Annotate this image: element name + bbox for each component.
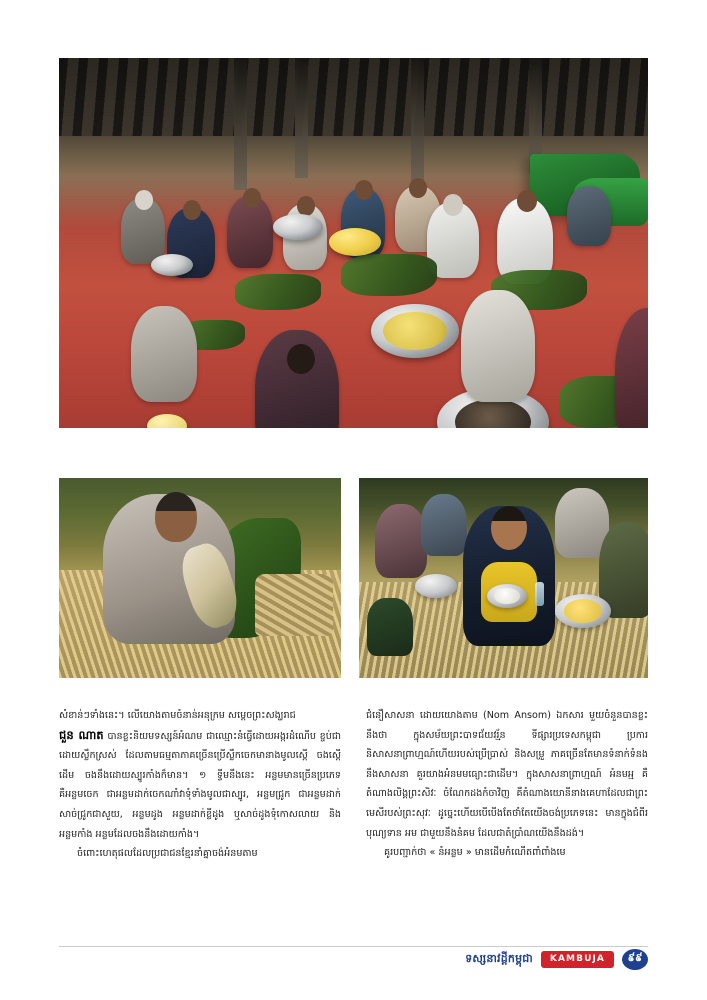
person-head xyxy=(183,200,201,220)
article-right-column xyxy=(366,706,648,863)
author-byline: ជួន ណាត xyxy=(59,727,104,742)
page-footer xyxy=(59,946,648,972)
person-head xyxy=(355,180,373,200)
person-head xyxy=(517,190,537,212)
seated-person xyxy=(367,598,413,656)
hall-pillar xyxy=(295,58,308,178)
footer-content xyxy=(465,949,648,970)
paragraph: ចំពោះហេតុផលដែលប្រជាជនខ្មែរនាំគ្នាចង់អំនមតាម xyxy=(77,848,258,860)
person-head xyxy=(155,492,197,542)
foreground-person xyxy=(461,290,535,402)
yellow-bowl xyxy=(329,228,381,256)
paragraph-with-byline: ជួន ណាត បានខ្លះនិយមទស្សន៍អំណម ជាឈ្មោះនំធ្វើដោយអង្ករដំណើប ខ្ចប់ជាដោយស្លឹកស្រស់ ដែលតាមធម្មតាភាគច្រើនប្រើស្លឹកចេកមានាងមូលស្តើ ចងស្តើដើម ចងនឹងដោយស្បូរកាំងក៏មាន។ ១ ទ្វីមនឹងនេះ អន្លមមានច្រើនប្រភេទ គឺអន្លមចេក ជាអន្លមដាក់ចេកណាំវាទុំទាំងមូលជាស្បូរ, អន្លមជ្រូក ជាអន្លមដាក់សាច់ជ្រូកជាសួយ, អន្លមដូង អន្លមដាក់ខ្លីដូង ឬសាច់ដូងទុំកោសលាយ និងអន្លមកាំង អន្លមដែលចងនឹងដោយកាំង។ xyxy=(59,727,341,840)
metal-bowl xyxy=(151,254,193,276)
seated-person xyxy=(375,504,427,578)
magazine-name-khmer: ទស្សនាវដ្ដីកម្ពុជា xyxy=(465,951,533,965)
seated-person xyxy=(567,186,611,246)
person-head xyxy=(135,190,153,210)
sticky-rice-bowl xyxy=(371,304,459,358)
banana-leaf-pile xyxy=(235,274,321,310)
white-rice-bowl xyxy=(487,584,527,608)
banana-leaf-pile xyxy=(341,254,437,296)
photo-left xyxy=(59,478,341,678)
metal-bowl xyxy=(273,214,323,240)
page-number: ៩៩ xyxy=(622,949,648,970)
yellow-rice-bowl xyxy=(555,594,611,628)
foreground-person xyxy=(131,306,197,402)
hall-roof xyxy=(59,58,648,136)
footer-divider xyxy=(59,946,648,947)
paragraph: ជំនឿសាសនា ដោយយោងតាម (Nom Ansom) ឯកសារ មួយចំនួនបានខ្លះនឹងថា ក្នុងសម័យព្រះបាទជ័យវរ្ម័ន ទីផ្សារប្រទេសកម្ពុជា ប្រការនិសាសនាព្រាហ្មណ៍ហើយរបស់ប្រើប្រាស់ និងសម្រួ ភាគច្រើនតែមានទំនាក់ទំនងនឹងសាសនា គួរយាងអំនមមធ្យោះជាដើម។ ក្នុងសាសនាព្រាហ្មណ៍ អំនមអ្ម គឺតំណាងលិង្គព្រះសិវៈ ចំណែកដងកំចាវិញ គឺតំណាងយោនីនាងគេហាដែលជាព្រះមេសីរបស់ព្រះសុវៈ ដូច្នេះហើយបេីបើងតែថាំតែយើងចង់ប្រភេទនេះ មានក្នុងជំពីរបុណ្យទាន អម ជាមួយនឹងនំគម ដែលជាតំប្រាំណយើងនឹងដង់។ xyxy=(366,710,648,839)
hall-pillar xyxy=(411,58,424,184)
woven-basket xyxy=(255,574,333,636)
brand-badge: KAMBUJA xyxy=(541,951,614,968)
seated-person xyxy=(421,494,467,556)
metal-bowl xyxy=(415,574,457,598)
hall-pillar xyxy=(234,58,247,190)
person-head xyxy=(287,344,315,374)
paragraph: សំខាន់ៗទាំងនេះ។ លើយោងតាមចំនាន់អនុក្រម សម្ដេចព្រះសង្ឃរាជ xyxy=(59,710,296,721)
person-head xyxy=(243,188,261,208)
person-head xyxy=(409,178,427,198)
photo-right xyxy=(359,478,648,678)
person-head xyxy=(443,194,463,216)
hero-photo xyxy=(59,58,648,428)
paragraph: គូរបញ្ជាក់ថា « នំអន្លម » មានដើមកំណើតពាំពាំងមេ xyxy=(384,847,566,859)
article-left-column xyxy=(59,706,341,864)
water-bottle xyxy=(535,582,544,606)
person-head xyxy=(491,506,527,550)
person-head xyxy=(297,196,315,216)
